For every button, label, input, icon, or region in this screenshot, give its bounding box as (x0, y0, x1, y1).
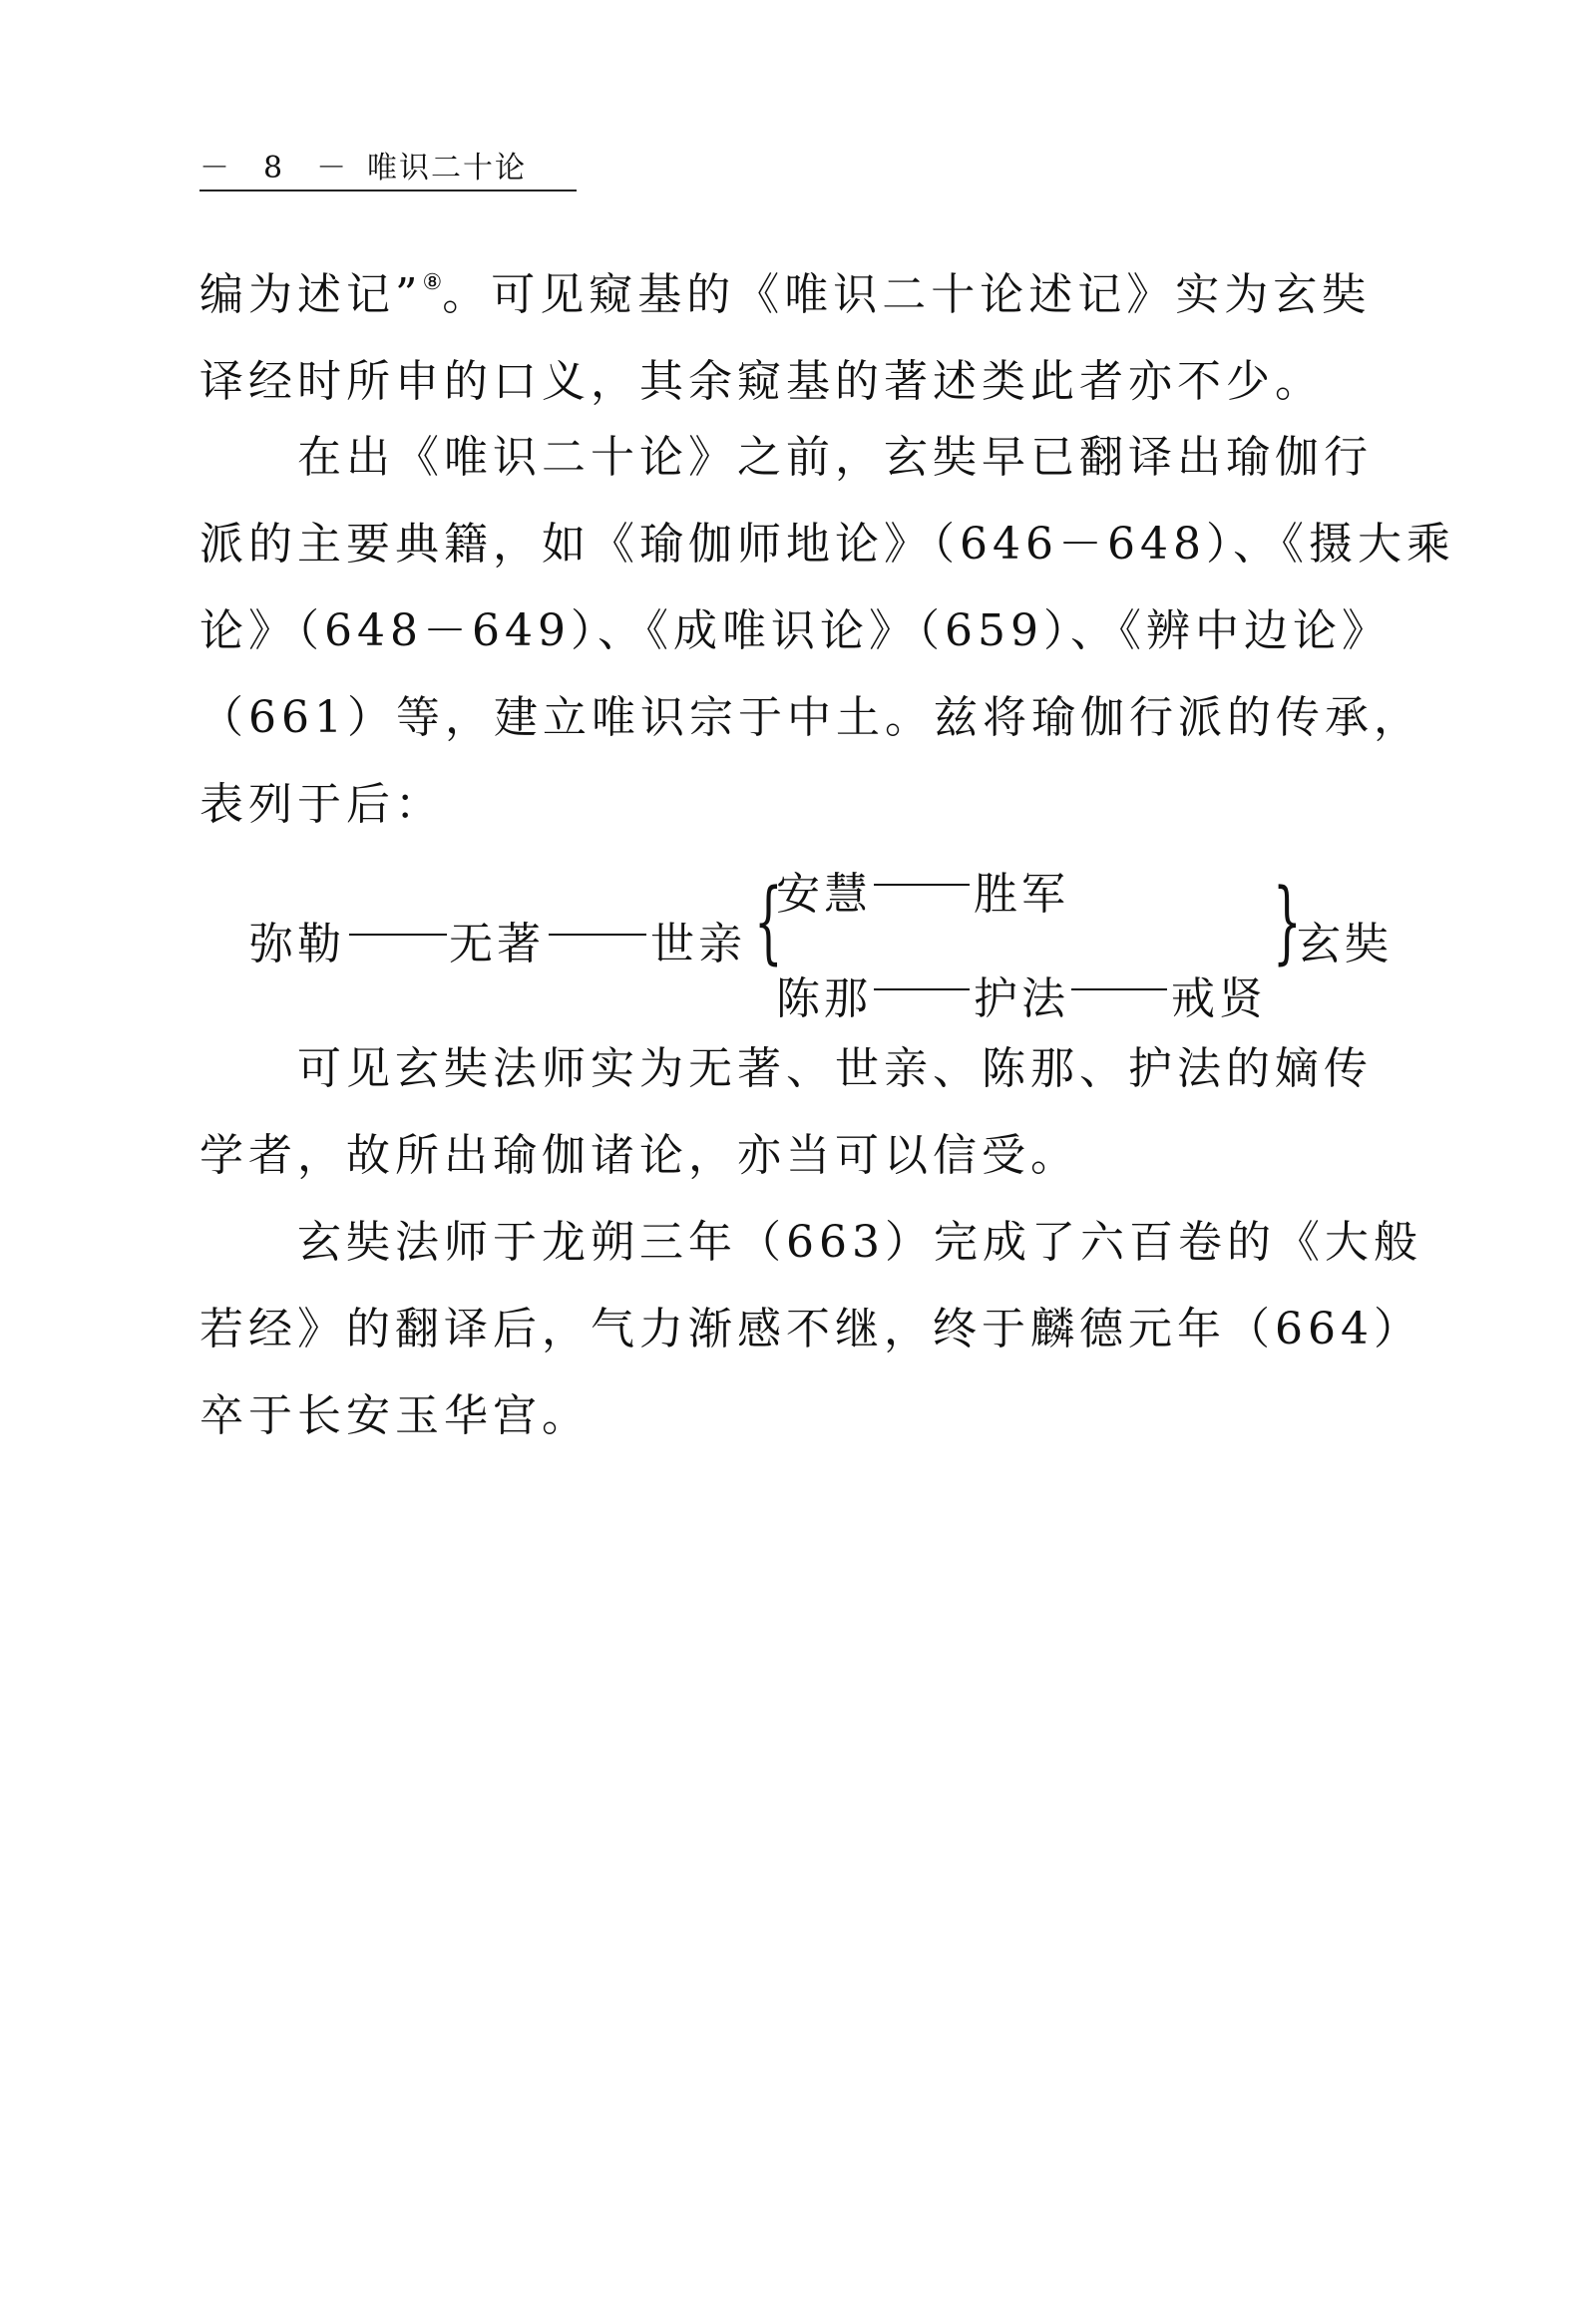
page-number: － 8 － (200, 151, 349, 186)
paragraph-2-cont (200, 501, 1455, 848)
lineage-node: 戒贤 (1171, 973, 1267, 1024)
paragraph-4-cont (200, 1286, 1426, 1459)
footnote-marker: ⑧ (422, 270, 443, 295)
lineage-dash (874, 884, 970, 886)
paragraph-line: （661）等，建立唯识宗于中土。兹将瑜伽行派的传承， (200, 692, 1422, 743)
lineage-node: 胜军 (974, 869, 1069, 920)
lineage-node: 护法 (974, 973, 1069, 1024)
running-header (200, 148, 577, 192)
lineage-chart (200, 858, 1426, 1027)
paragraph-line: 若经》的翻译后，气力渐感不继，终于麟德元年（664） (200, 1304, 1422, 1354)
paragraph-2 (200, 414, 1426, 501)
paragraph-line (200, 239, 1426, 338)
text-segment: 编为述记” (200, 269, 423, 320)
right-brace: } (1273, 870, 1302, 974)
text-segment: 。可见窥基的《唯识二十论述记》实为玄奘 (442, 269, 1372, 320)
lineage-node: 安慧 (776, 869, 872, 920)
book-title: 唯识二十论 (367, 151, 527, 186)
paragraph-line: 学者，故所出瑜伽诸论，亦当可以信受。 (200, 1130, 1079, 1181)
paragraph-line: 可见玄奘法师实为无著、世亲、陈那、护法的嫡传 (297, 1043, 1373, 1094)
lineage-node: 弥勒 (249, 919, 345, 969)
paragraph-3-cont (200, 1112, 1426, 1199)
paragraph-line: 表列于后： (200, 779, 444, 830)
paragraph-3 (200, 1025, 1426, 1112)
left-brace: { (754, 870, 783, 974)
paragraph-line: 译经时所申的口义，其余窥基的著述类此者亦不少。 (200, 356, 1324, 407)
paragraph-line: 卒于长安玉华宫。 (200, 1390, 591, 1441)
paragraph-4 (200, 1199, 1426, 1286)
paragraph-line: 派的主要典籍，如《瑜伽师地论》（646－648）、《摄大乘 (200, 519, 1455, 570)
paragraph-line: 论》（648－649）、《成唯识论》（659）、《辨中边论》 (200, 605, 1391, 656)
paragraph-line: 玄奘法师于龙朔三年（663）完成了六百卷的《大般 (297, 1217, 1422, 1268)
lineage-dash (1071, 988, 1167, 990)
paragraph-line: 在出《唯识二十论》之前，玄奘早已翻译出瑜伽行 (297, 432, 1373, 483)
lineage-dash (874, 988, 970, 990)
lineage-node: 世亲 (650, 919, 746, 969)
lineage-node: 陈那 (776, 973, 872, 1024)
paragraph-1 (200, 239, 1426, 425)
lineage-node: 玄奘 (1297, 919, 1393, 969)
lineage-dash (349, 934, 447, 936)
lineage-node: 无著 (449, 919, 545, 969)
lineage-dash (549, 934, 646, 936)
